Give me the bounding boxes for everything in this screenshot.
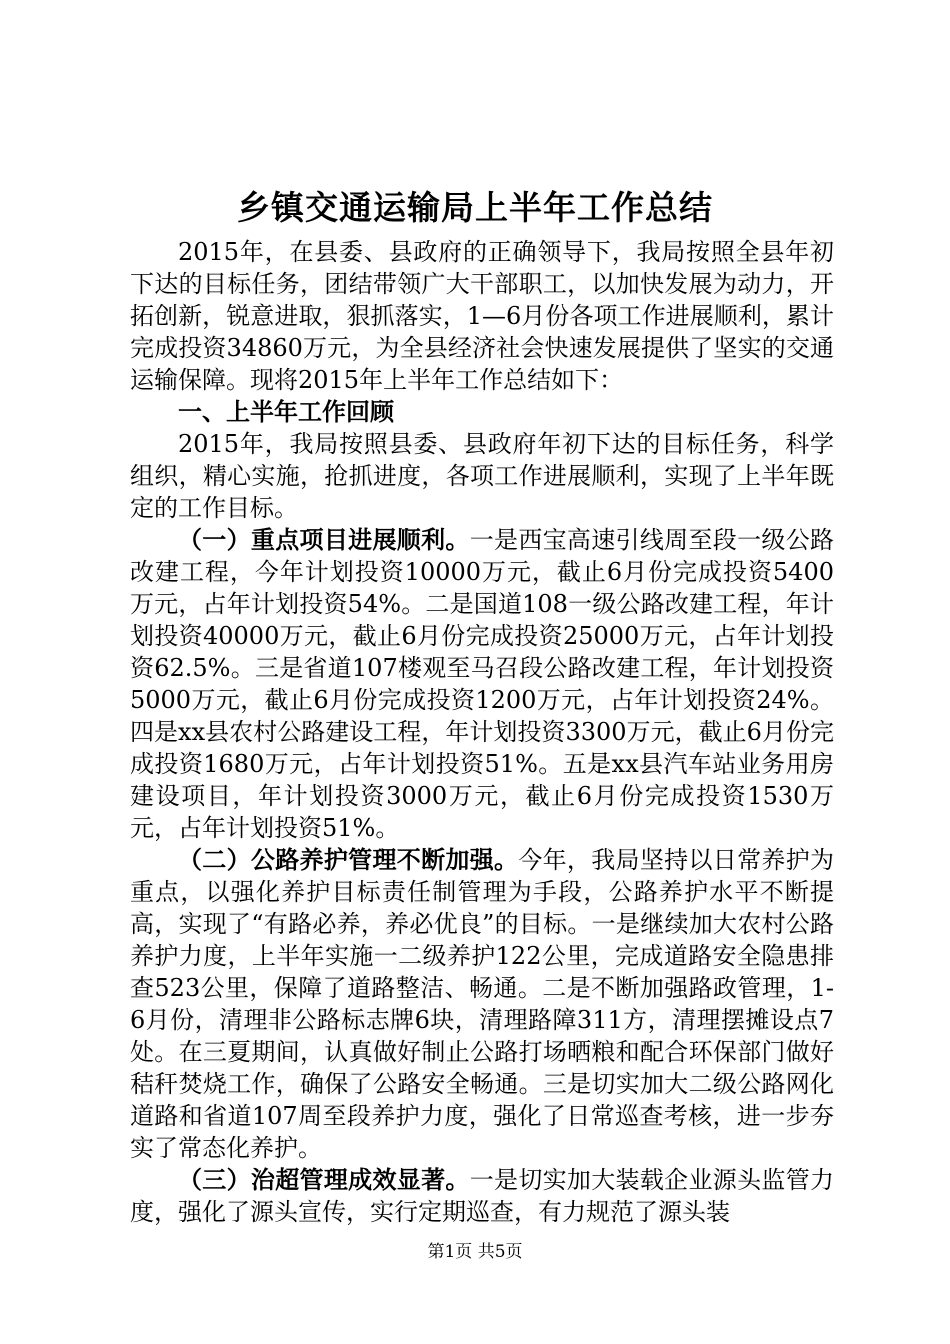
item-paragraph-2: [130, 844, 834, 1164]
document-title: 乡镇交通运输局上半年工作总结: [237, 188, 713, 227]
page-footer: 第1页 共5页: [427, 1242, 523, 1262]
item-lead-2: （二）公路养护管理不断加强。: [178, 845, 519, 874]
item-text-3: 一是切实加大装载企业源头监管力度，强化了源头宣传，实行定期巡查，有力规范了源头装: [130, 1166, 835, 1226]
item-text-1: 一是西宝高速引线周至段一级公路改建工程，今年计划投资10000万元，截止6月份完成投资5400万元，占年计划投资54%。二是国道108一级公路改建工程，年计划投资40000万元，截止6月份完成投资25000万元，占年计划投资62.5%。三是省道107楼观至马召段公路改建工程，年计划投资5000万元，截止6月份完成投资1200万元，占年计划投资24%。四是xx县农村公路建设工程，年计划投资3300万元，截止6月份完成投资1680万元，占年计划投资51%。五是xx县汽车站业务用房建设项目，年计划投资3000万元，截止6月份完成投资1530万元，占年计划投资51%。: [130, 526, 835, 842]
document-body: [130, 236, 834, 1228]
item-text-2: 今年，我局坚持以日常养护为重点，以强化养护目标责任制管理为手段，公路养护水平不断提高，实现了“有路必养，养必优良”的目标。一是继续加大农村公路养护力度，上半年实施一二级养护122公里，完成道路安全隐患排查523公里，保障了道路整洁、畅通。二是不断加强路政管理，1-6月份，清理非公路标志牌6块，清理路障311方，清理摆摊设点7处。在三夏期间，认真做好制止公路打场晒粮和配合环保部门做好秸秆焚烧工作，确保了公路安全畅通。三是切实加大二级公路网化道路和省道107周至段养护力度，强化了日常巡查考核，进一步夯实了常态化养护。: [130, 846, 835, 1162]
intro-paragraph: 2015年，在县委、县政府的正确领导下，我局按照全县年初下达的目标任务，团结带领广大干部职工，以加快发展为动力，开拓创新，锐意进取，狠抓落实，1—6月份各项工作进展顺利，累计完成投资34860万元，为全县经济社会快速发展提供了坚实的交通运输保障。现将2015年上半年工作总结如下：: [130, 238, 834, 394]
item-paragraph-3: [130, 1164, 834, 1228]
item-lead-1: （一）重点项目进展顺利。: [178, 525, 470, 554]
section-intro-paragraph: 2015年，我局按照县委、县政府年初下达的目标任务，科学组织，精心实施，抢抓进度，各项工作进展顺利，实现了上半年既定的工作目标。: [130, 430, 834, 522]
item-lead-3: （三）治超管理成效显著。: [178, 1165, 470, 1194]
item-paragraph-1: [130, 524, 834, 844]
section-heading: 一、上半年工作回顾: [178, 397, 394, 426]
